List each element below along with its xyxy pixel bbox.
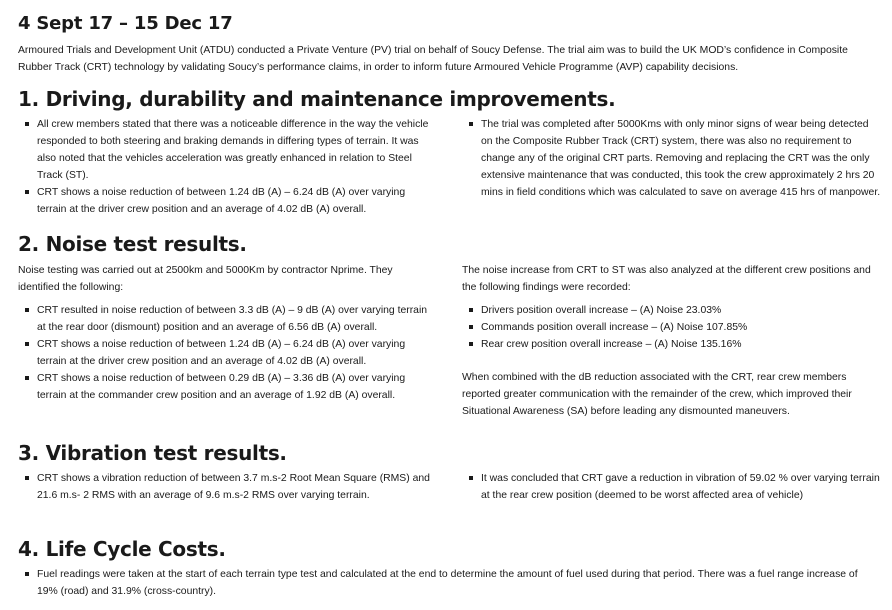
section-2-right-intro: The noise increase from CRT to ST was also analyzed at the different crew positions and the following findings were recorded: — [462, 265, 871, 293]
section-2-left-list — [18, 302, 436, 404]
section-2-left-bullet-2: CRT shows a noise reduction of between 1.24 dB (A) – 6.24 dB (A) over varying terrain at the driver crew position and an average of 4.02 dB (A) overall. — [18, 336, 436, 370]
section-1-right-list — [462, 116, 882, 201]
section-2-right-bullet-3: Rear crew position overall increase – (A) Noise 135.16% — [462, 336, 882, 353]
section-1-left-bullet-2: CRT shows a noise reduction of between 1.24 dB (A) – 6.24 dB (A) over varying terrain at the driver crew position and an average of 4.02 dB (A) overall. — [18, 184, 436, 218]
section-2-right-bullet-2: Commands position overall increase – (A) Noise 107.85% — [462, 319, 882, 336]
date-range-title: 4 Sept 17 – 15 Dec 17 — [18, 13, 233, 34]
section-3-right-bullet-1: It was concluded that CRT gave a reduction in vibration of 59.02 % over varying terrain at the rear crew position (deemed to be worst affected area of vehicle) — [462, 470, 882, 504]
section-1-left-bullet-1: All crew members stated that there was a noticeable difference in the way the vehicle responded to both steering and braking demands in differing types of terrain. It was also noted that the vehicles acceleration was greatly enhanced in relation to Steel Track (ST). — [18, 116, 436, 184]
section-3-left-list — [18, 470, 436, 504]
section-1-left-list — [18, 116, 436, 218]
section-2-left-intro: Noise testing was carried out at 2500km and 5000Km by contractor Nprime. They identified the following: — [18, 265, 393, 293]
section-2-heading: 2. Noise test results. — [18, 232, 247, 256]
section-2-right-list — [462, 302, 882, 353]
intro-paragraph: Armoured Trials and Development Unit (ATDU) conducted a Private Venture (PV) trial on behalf of Soucy Defense. The trial aim was to build the UK MOD’s confidence in Composite Rubber Track (CRT) technology by validating Soucy’s performance claims, in order to inform future Armoured Vehicle Programme (AVP) capability decisions. — [18, 45, 848, 73]
section-1-left-column — [18, 116, 436, 218]
section-3-left-bullet-1: CRT shows a vibration reduction of between 3.7 m.s-2 Root Mean Square (RMS) and 21.6 m.s- 2 RMS with an average of 9.6 m.s-2 RMS over varying terrain. — [18, 470, 436, 504]
section-3-right-column — [462, 470, 882, 504]
section-4-bullet-1: Fuel readings were taken at the start of each terrain type test and calculated at the end to determine the amount of fuel used during that period. There was a fuel range increase of 19% (road) and 31.9% (cross-country). — [18, 566, 880, 600]
section-3-right-list — [462, 470, 882, 504]
section-2-left-bullet-3: CRT shows a noise reduction of between 0.29 dB (A) – 3.36 dB (A) over varying terrain at the commander crew position and an average of 1.92 dB (A) overall. — [18, 370, 436, 404]
section-2-right-column — [462, 262, 882, 420]
section-1-heading: 1. Driving, durability and maintenance improvements. — [18, 87, 616, 111]
section-4-list — [18, 566, 880, 600]
section-1-right-column — [462, 116, 882, 201]
section-2-right-outro: When combined with the dB reduction associated with the CRT, rear crew members reported greater communication with the remainder of the crew, which improved their Situational Awareness (SA) before leading any dismounted maneuvers. — [462, 372, 852, 417]
section-3-left-column — [18, 470, 436, 504]
section-2-right-bullet-1: Drivers position overall increase – (A) Noise 23.03% — [462, 302, 882, 319]
section-4-heading: 4. Life Cycle Costs. — [18, 537, 226, 561]
section-1-right-bullet-1: The trial was completed after 5000Kms with only minor signs of wear being detected on the Composite Rubber Track (CRT) system, there was also no requirement to change any of the original CRT parts. Removing and replacing the CRT was the only extensive maintenance that was conducted, this took the crew approximately 2 hrs 20 mins in field conditions which was calculated to save on average 415 hrs of manpower. — [462, 116, 882, 201]
section-4-column — [18, 566, 880, 600]
section-2-left-column — [18, 262, 436, 404]
section-3-heading: 3. Vibration test results. — [18, 441, 287, 465]
section-2-left-bullet-1: CRT resulted in noise reduction of between 3.3 dB (A) – 9 dB (A) over varying terrain at the rear door (dismount) position and an average of 6.56 dB (A) overall. — [18, 302, 436, 336]
